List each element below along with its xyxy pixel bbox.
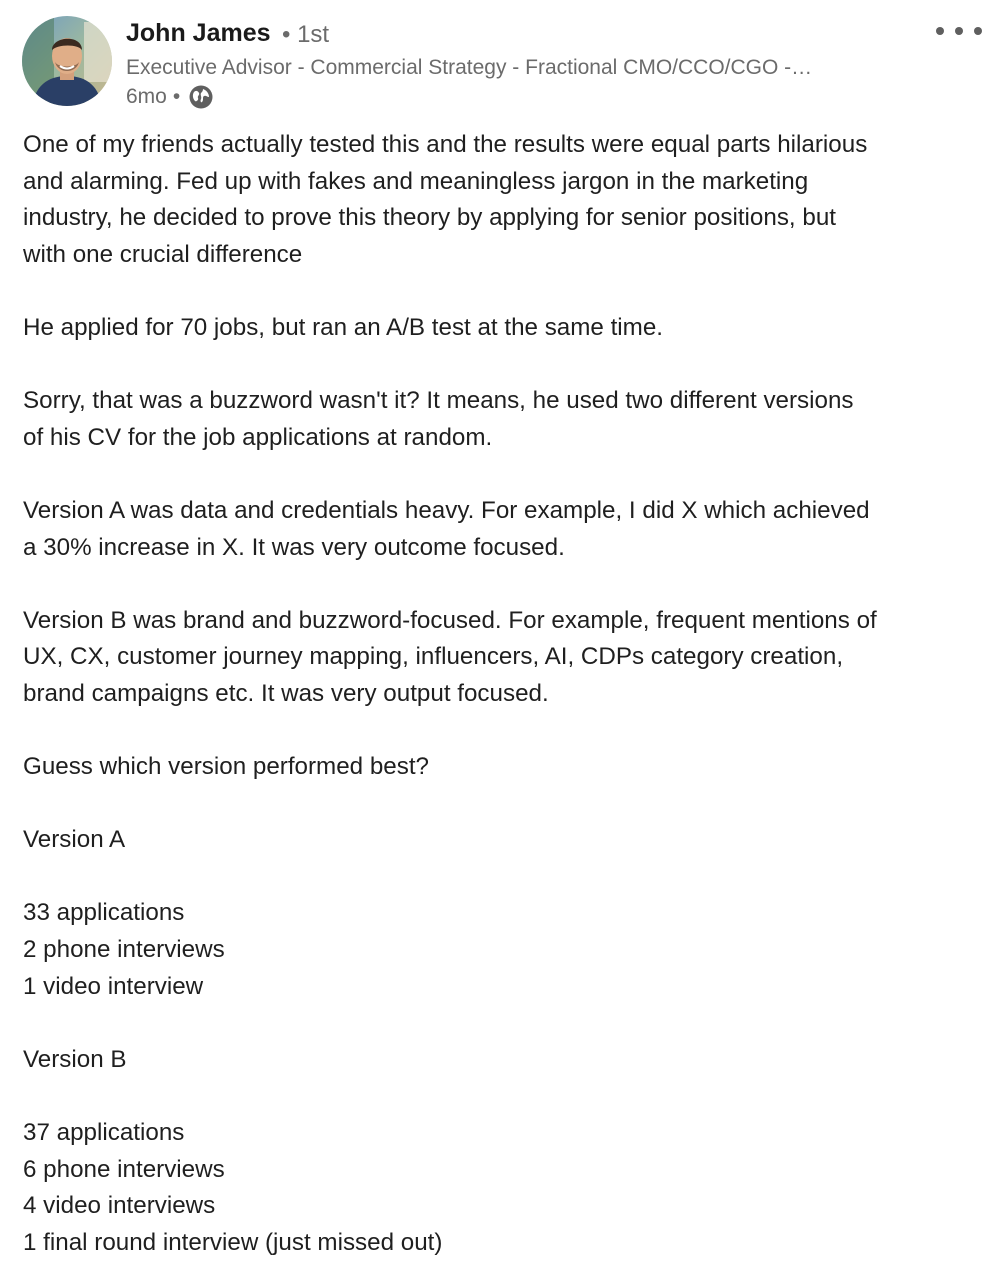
profile-photo xyxy=(22,16,112,106)
author-name[interactable]: John James xyxy=(126,19,271,47)
degree-separator: • xyxy=(282,21,291,48)
version-a-description xyxy=(23,493,983,566)
text-line: Guess which version performed best? xyxy=(23,753,430,781)
version-b-results xyxy=(23,1115,983,1261)
result-line: 1 final round interview (just missed out) xyxy=(23,1228,443,1256)
intro-paragraph xyxy=(23,127,983,273)
result-line: 4 video interviews xyxy=(23,1192,216,1220)
more-options-icon[interactable] xyxy=(936,20,982,42)
text-line: a 30% increase in X. It was very outcome focused. xyxy=(23,533,565,561)
version-b-heading xyxy=(23,1042,983,1079)
post-time: 6mo xyxy=(126,85,167,108)
author-headline: Executive Advisor - Commercial Strategy - Fractional CMO/CCO/CGO -… xyxy=(126,56,813,79)
post-meta xyxy=(126,84,214,110)
ab-test-paragraph xyxy=(23,310,983,347)
post-body xyxy=(23,127,983,1261)
globe-icon xyxy=(188,84,214,110)
text-line: and alarming. Fed up with fakes and meaningless jargon in the marketing xyxy=(23,167,809,195)
more-dot xyxy=(974,27,982,35)
more-dot xyxy=(936,27,944,35)
result-line: 33 applications xyxy=(23,899,185,927)
degree-label: 1st xyxy=(297,21,330,48)
version-a-heading xyxy=(23,822,983,859)
result-line: 1 video interview xyxy=(23,972,204,1000)
text-line: He applied for 70 jobs, but ran an A/B test at the same time. xyxy=(23,313,663,341)
text-line: with one crucial difference xyxy=(23,240,303,268)
text-line: of his CV for the job applications at random. xyxy=(23,423,493,451)
question-paragraph xyxy=(23,749,983,786)
connection-degree xyxy=(282,21,329,49)
result-line: 37 applications xyxy=(23,1119,185,1147)
text-line: Version A was data and credentials heavy. For example, I did X which achieved xyxy=(23,496,870,524)
author-avatar[interactable] xyxy=(22,16,112,106)
text-line: Version B was brand and buzzword-focused. For example, frequent mentions of xyxy=(23,606,877,634)
text-line: Version A xyxy=(23,826,126,854)
meta-separator: • xyxy=(172,85,181,108)
text-line: Version B xyxy=(23,1045,127,1073)
result-line: 6 phone interviews xyxy=(23,1155,225,1183)
buzzword-paragraph xyxy=(23,383,983,456)
more-dot xyxy=(955,27,963,35)
version-a-results xyxy=(23,895,983,1005)
text-line: brand campaigns etc. It was very output focused. xyxy=(23,679,549,707)
result-line: 2 phone interviews xyxy=(23,936,225,964)
text-line: industry, he decided to prove this theory by applying for senior positions, but xyxy=(23,204,836,232)
text-line: Sorry, that was a buzzword wasn't it? It means, he used two different versions xyxy=(23,387,854,415)
text-line: One of my friends actually tested this and the results were equal parts hilarious xyxy=(23,131,868,158)
version-b-description xyxy=(23,603,983,713)
text-line: UX, CX, customer journey mapping, influencers, AI, CDPs category creation, xyxy=(23,643,844,671)
